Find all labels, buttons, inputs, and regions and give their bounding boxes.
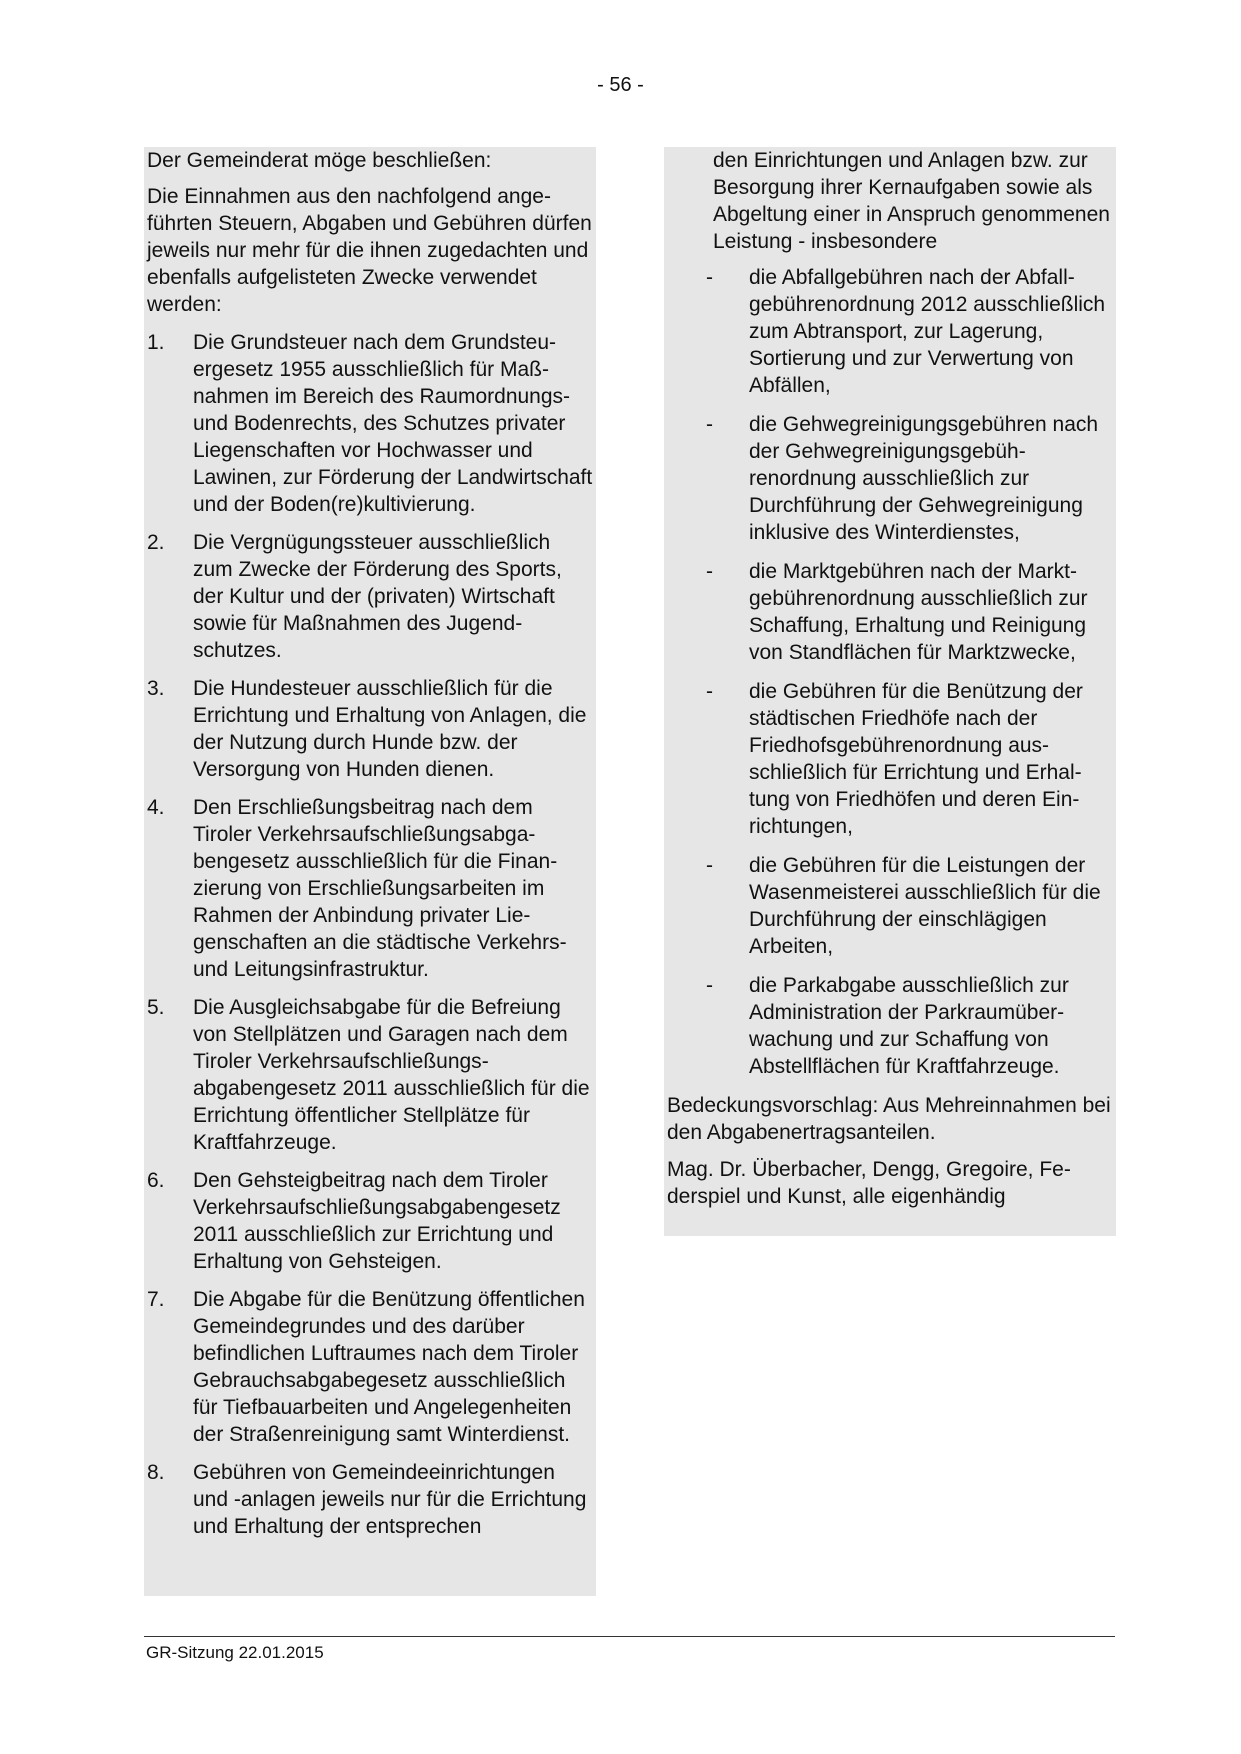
list-item bbox=[147, 794, 593, 983]
motion-intro: Die Einnahmen aus den nachfolgend angeführten Steuern, Abgaben und Gebühren dürfen jeweils nur mehr für die ihnen zugedachten und ebenfalls aufgelisteten Zwecke verwendet werden: bbox=[147, 185, 592, 316]
motion-heading: Der Gemeinderat möge beschließen: bbox=[147, 149, 492, 172]
list-item bbox=[147, 1167, 593, 1275]
dash-list-item bbox=[667, 558, 1113, 666]
dash-list bbox=[667, 264, 1113, 1080]
signatories: Mag. Dr. Überbacher, Dengg, Gregoire, Federspiel und Kunst, alle eigenhändig bbox=[667, 1158, 1071, 1208]
dash-list-item-text: die Parkabgabe ausschließlich zur Administration der Parkraumüberwachung und zur Schaffung von Abstellflächen für Kraftfahrzeuge. bbox=[749, 974, 1069, 1078]
list-item-number: 5. bbox=[147, 996, 165, 1019]
dash-marker: - bbox=[706, 560, 713, 583]
list-item bbox=[147, 1286, 593, 1448]
dash-marker: - bbox=[706, 974, 713, 997]
motion-right-column bbox=[664, 147, 1116, 1236]
dash-list-item bbox=[667, 678, 1113, 840]
dash-marker: - bbox=[706, 854, 713, 877]
dash-list-item-text: die Gebühren für die Leistungen der Wasenmeisterei ausschließlich für die Durchführung der einschlägigen Arbeiten, bbox=[749, 854, 1101, 958]
list-item-continuation: den Einrichtungen und Anlagen bzw. zur Besorgung ihrer Kernaufgaben sowie als Abgeltung einer in Anspruch genommenen Leistung - insbesondere bbox=[713, 149, 1110, 253]
list-item-number: 7. bbox=[147, 1288, 165, 1311]
dash-list-item bbox=[667, 264, 1113, 399]
dash-list-item bbox=[667, 852, 1113, 960]
dash-list-item-text: die Abfallgebühren nach der Abfallgebührenordnung 2012 ausschließlich zum Abtransport, zur Lagerung, Sortierung und zur Verwertung von Abfällen, bbox=[749, 266, 1106, 397]
list-item-number: 3. bbox=[147, 677, 165, 700]
list-item-text: Die Grundsteuer nach dem Grundsteuergesetz 1955 ausschließlich für Maßnahmen im Bereich des Raumordnungs- und Bodenrechts, des Schutzes privater Liegenschaften vor Hochwasser und Lawinen, zur Förderung der Landwirtschaft und der Boden(re)kultivierung. bbox=[193, 331, 593, 516]
list-item bbox=[147, 1459, 593, 1540]
dash-marker: - bbox=[706, 266, 713, 289]
list-item-text: Den Erschließungsbeitrag nach dem Tiroler Verkehrsaufschließungsabgabengesetz ausschließlich für die Finanzierung von Erschließungsarbeiten im Rahmen der Anbindung privater Liegenschaften an die städtische Verkehrs- und Leitungsinfrastruktur. bbox=[193, 796, 567, 981]
dash-list-item-text: die Gebühren für die Benützung der städtischen Friedhöfe nach der Friedhofsgebührenordnung ausschließlich für Errichtung und Erhaltung von Friedhöfen und deren Einrichtungen, bbox=[749, 680, 1083, 838]
footer-session-date: GR-Sitzung 22.01.2015 bbox=[146, 1643, 324, 1662]
dash-marker: - bbox=[706, 680, 713, 703]
list-item-text: Die Ausgleichsabgabe für die Befreiung von Stellplätzen und Garagen nach dem Tiroler Verkehrsaufschließungsabgabengesetz 2011 ausschließlich für die Errichtung öffentlicher Stellplätze für Kraftfahrzeuge. bbox=[193, 996, 590, 1154]
dash-list-item-text: die Marktgebühren nach der Marktgebührenordnung ausschließlich zur Schaffung, Erhaltung und Reinigung von Standflächen für Marktzwecke, bbox=[749, 560, 1088, 664]
funding-proposal: Bedeckungsvorschlag: Aus Mehreinnahmen bei den Abgabenertragsanteilen. bbox=[667, 1094, 1111, 1144]
list-item-text: Die Hundesteuer ausschließlich für die Errichtung und Erhaltung von Anlagen, die der Nutzung durch Hunde bzw. der Versorgung von Hunden dienen. bbox=[193, 677, 587, 781]
list-item bbox=[147, 529, 593, 664]
list-item-text: Gebühren von Gemeindeeinrichtungen und -anlagen jeweils nur für die Errichtung und Erhaltung der entsprechen bbox=[193, 1461, 587, 1538]
list-item bbox=[147, 994, 593, 1156]
list-item-number: 2. bbox=[147, 531, 165, 554]
list-item-number: 1. bbox=[147, 331, 165, 354]
footer-divider bbox=[144, 1636, 1115, 1637]
list-item bbox=[147, 329, 593, 518]
numbered-list bbox=[147, 329, 593, 1540]
dash-list-item-text: die Gehwegreinigungsgebühren nach der Gehwegreinigungsgebührenordnung ausschließlich zur Durchführung der Gehwegreinigung inklusive des Winterdienstes, bbox=[749, 413, 1099, 544]
list-item-text: Die Vergnügungssteuer ausschließlich zum Zwecke der Förderung des Sports, der Kultur und der (privaten) Wirtschaft sowie für Maßnahmen des Jugendschutzes. bbox=[193, 531, 562, 662]
list-item bbox=[147, 675, 593, 783]
dash-marker: - bbox=[706, 413, 713, 436]
motion-left-column bbox=[144, 147, 596, 1596]
list-item-text: Die Abgabe für die Benützung öffentlichen Gemeindegrundes und des darüber befindlichen Luftraumes nach dem Tiroler Gebrauchsabgabegesetz ausschließlich für Tiefbauarbeiten und Angelegenheiten der Straßenreinigung samt Winterdienst. bbox=[193, 1288, 585, 1446]
list-item-number: 4. bbox=[147, 796, 165, 819]
list-item-number: 8. bbox=[147, 1461, 165, 1484]
list-item-text: Den Gehsteigbeitrag nach dem Tiroler Verkehrsaufschließungsabgabengesetz 2011 ausschließlich zur Errichtung und Erhaltung von Gehsteigen. bbox=[193, 1169, 561, 1273]
list-item-number: 6. bbox=[147, 1169, 165, 1192]
dash-list-item bbox=[667, 411, 1113, 546]
dash-list-item bbox=[667, 972, 1113, 1080]
page-number: - 56 - bbox=[597, 74, 644, 96]
